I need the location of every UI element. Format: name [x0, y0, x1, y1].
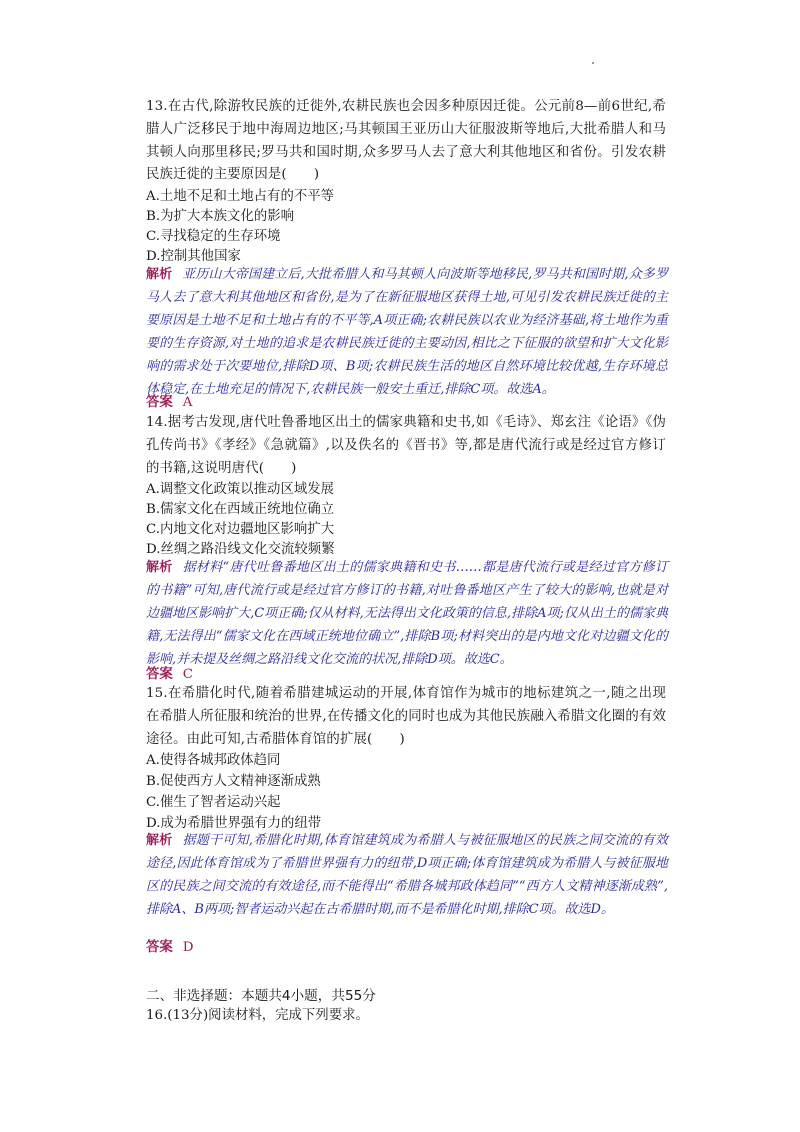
analysis-label: 解析 — [146, 267, 173, 282]
question-13-option-a: A.土地不足和土地占有的不平等 — [146, 189, 335, 204]
question-14-option-c: C.内地文化对边疆地区影响扩大 — [146, 522, 335, 537]
question-13-analysis — [146, 264, 668, 401]
question-15-option-a: A.使得各城邦政体趋同 — [146, 753, 281, 768]
question-13-option-c: C.寻找稳定的生存环境 — [146, 229, 281, 244]
analysis-label: 解析 — [146, 833, 173, 848]
analysis-text: 亚历山大帝国建立后,大批希腊人和马其顿人向波斯等地移民,罗马共和国时期,众多罗马人去了意大利其他地区和省份,是为了在新征服地区获得土地,可见引发农耕民族迁徙的主要原因是土地不足和土地占有的不平等,A项正确;农耕民族以农业为经济基础,将土地作为重要的生存资源,对土地的追求是农耕民族迁徙的主要动因,相比之下征服的欲望和扩大文化影响的需求处于次要地位,排除D项、B项;农耕民族生活的地区自然环境比较优越,生存环境总体稳定,在土地充足的情况下,农耕民族一般安土重迁,排除C项。故选A。 — [146, 267, 668, 397]
question-14-option-b: B.儒家文化在西域正统地位确立 — [146, 502, 335, 517]
question-15-option-c: C.催生了智者运动兴起 — [146, 795, 281, 810]
answer-value: A — [182, 395, 193, 410]
question-16-stem: 16.(13分)阅读材料，完成下列要求。 — [146, 1008, 369, 1023]
analysis-text: 据材料“唐代吐鲁番地区出土的儒家典籍和史书……都是唐代流行或是经过官方修订的书籍”可知,唐代流行或是经过官方修订的书籍,对吐鲁番地区产生了较大的影响,也就是对边疆地区影响扩大,C项正确;仅从材料,无法得出文化政策的信息,排除A项;仅从出土的儒家典籍,无法得出“儒家文化在西域正统地位确立”,排除B项;材料突出的是内地文化对边疆文化的影响,并未提及丝绸之路沿线文化交流的状况,排除D项。故选C。 — [146, 560, 668, 667]
question-14-option-d: D.丝绸之路沿线文化交流较频繁 — [146, 542, 335, 557]
answer-label: 答案 — [146, 394, 173, 410]
answer-label: 答案 — [146, 939, 173, 955]
question-14-answer — [146, 664, 193, 685]
question-13-answer — [146, 392, 192, 413]
question-13-stem: 13.在古代,除游牧民族的迁徙外,农耕民族也会因多种原因迁徙。公元前8—前6世纪,希腊人广泛移民于地中海周边地区;马其顿国王亚历山大征服波斯等地后,大批希腊人和马其顿人向那里移民;罗马共和国时期,众多罗马人去了意大利其他地区和省份。引发农耕民族迁徙的主要原因是( ) — [146, 99, 666, 183]
answer-label: 答案 — [146, 666, 173, 682]
question-15-answer — [146, 937, 194, 958]
answer-value: C — [182, 667, 194, 682]
question-14-stem: 14.据考古发现,唐代吐鲁番地区出土的儒家典籍和史书,如《毛诗》、郑玄注《论语》《伪孔传尚书》《孝经》《急就篇》,以及佚名的《晋书》等,都是唐代流行或是经过官方修订的书籍,这说明唐代( ) — [146, 415, 666, 476]
question-14-option-a: A.调整文化政策以推动区域发展 — [146, 482, 335, 497]
question-15-stem: 15.在希腊化时代,随着希腊建城运动的开展,体育馆作为城市的地标建筑之一,随之出现在希腊人所征服和统治的世界,在传播文化的同时也成为其他民族融入希腊文化圈的有效途径。由此可知,古希腊体育馆的扩展( ) — [146, 686, 666, 747]
question-15-option-d: D.成为希腊世界强有力的纽带 — [146, 816, 322, 831]
question-15-analysis — [146, 830, 668, 922]
page-dot-mark — [592, 62, 594, 64]
analysis-text: 据题干可知,希腊化时期,体育馆建筑成为希腊人与被征服地区的民族之间交流的有效途径,因此体育馆成为了希腊世界强有力的纽带,D项正确;体育馆建筑成为希腊人与被征服地区的民族之间交流的有效途径,而不能得出“希腊各城邦政体趋同”“西方人文精神逐渐成熟”,排除A、B两项;智者运动兴起在古希腊时期,而不是希腊化时期,排除C项。故选D。 — [146, 833, 668, 917]
question-13-option-d: D.控制其他国家 — [146, 249, 241, 264]
question-13-option-b: B.为扩大本族文化的影响 — [146, 209, 295, 224]
section-2-heading: 二、非选择题：本题共4小题，共55分 — [146, 988, 376, 1004]
answer-value: D — [182, 940, 194, 955]
question-15-option-b: B.促使西方人文精神逐渐成熟 — [146, 774, 321, 789]
analysis-label: 解析 — [146, 560, 173, 575]
question-14-analysis — [146, 557, 668, 672]
